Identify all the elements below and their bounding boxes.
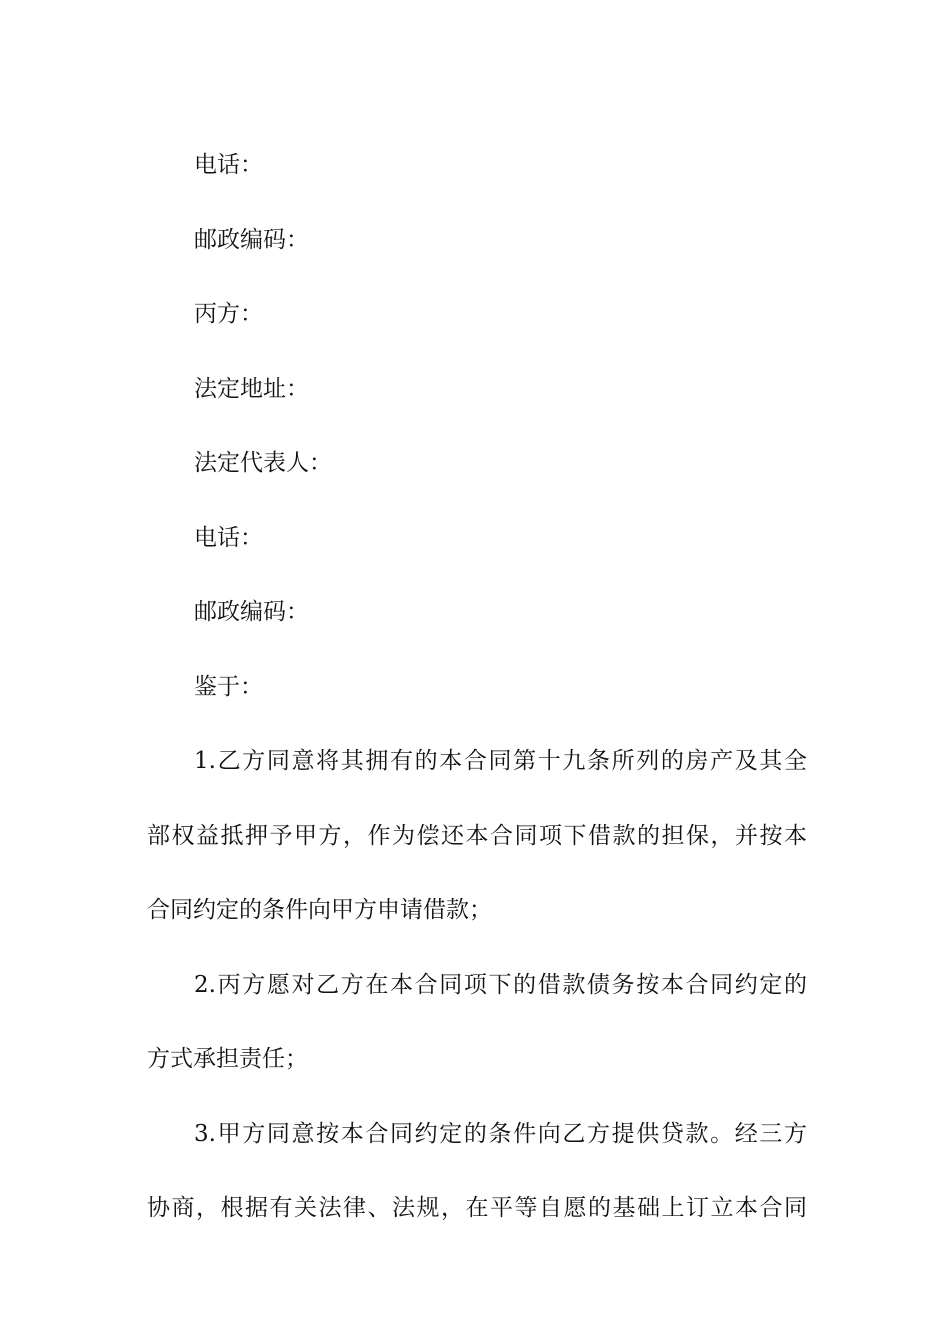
party-b-postal-label: 邮政编码： <box>194 226 309 253</box>
party-c-postal-label: 邮政编码： <box>194 599 309 625</box>
clause-1-line-2: 部权益抵押予甲方，作为偿还本合同项下借款的担保，并按本 <box>147 822 807 849</box>
party-c-representative-label: 法定代表人： <box>194 450 332 476</box>
document-body <box>147 128 807 1246</box>
clause-1-line-1: 1.乙方同意将其拥有的本合同第十九条所列的房产及其全 <box>194 748 807 774</box>
clause-2-line-1: 2.丙方愿对乙方在本合同项下的借款债务按本合同约定的 <box>194 971 807 998</box>
whereas-heading: 鉴于： <box>194 673 263 700</box>
clause-1-line-3: 合同约定的条件向甲方申请借款； <box>147 897 492 923</box>
party-b-phone-label: 电话： <box>194 152 263 178</box>
party-c-address-label: 法定地址： <box>194 375 309 402</box>
party-c-title: 丙方： <box>194 301 263 327</box>
party-c-phone-label: 电话： <box>194 524 263 551</box>
clause-3-line-1: 3.甲方同意按本合同约定的条件向乙方提供贷款。经三方 <box>194 1120 807 1147</box>
clause-3-line-2: 协商，根据有关法律、法规，在平等自愿的基础上订立本合同 <box>147 1195 807 1221</box>
clause-2-line-2: 方式承担责任； <box>147 1046 308 1072</box>
